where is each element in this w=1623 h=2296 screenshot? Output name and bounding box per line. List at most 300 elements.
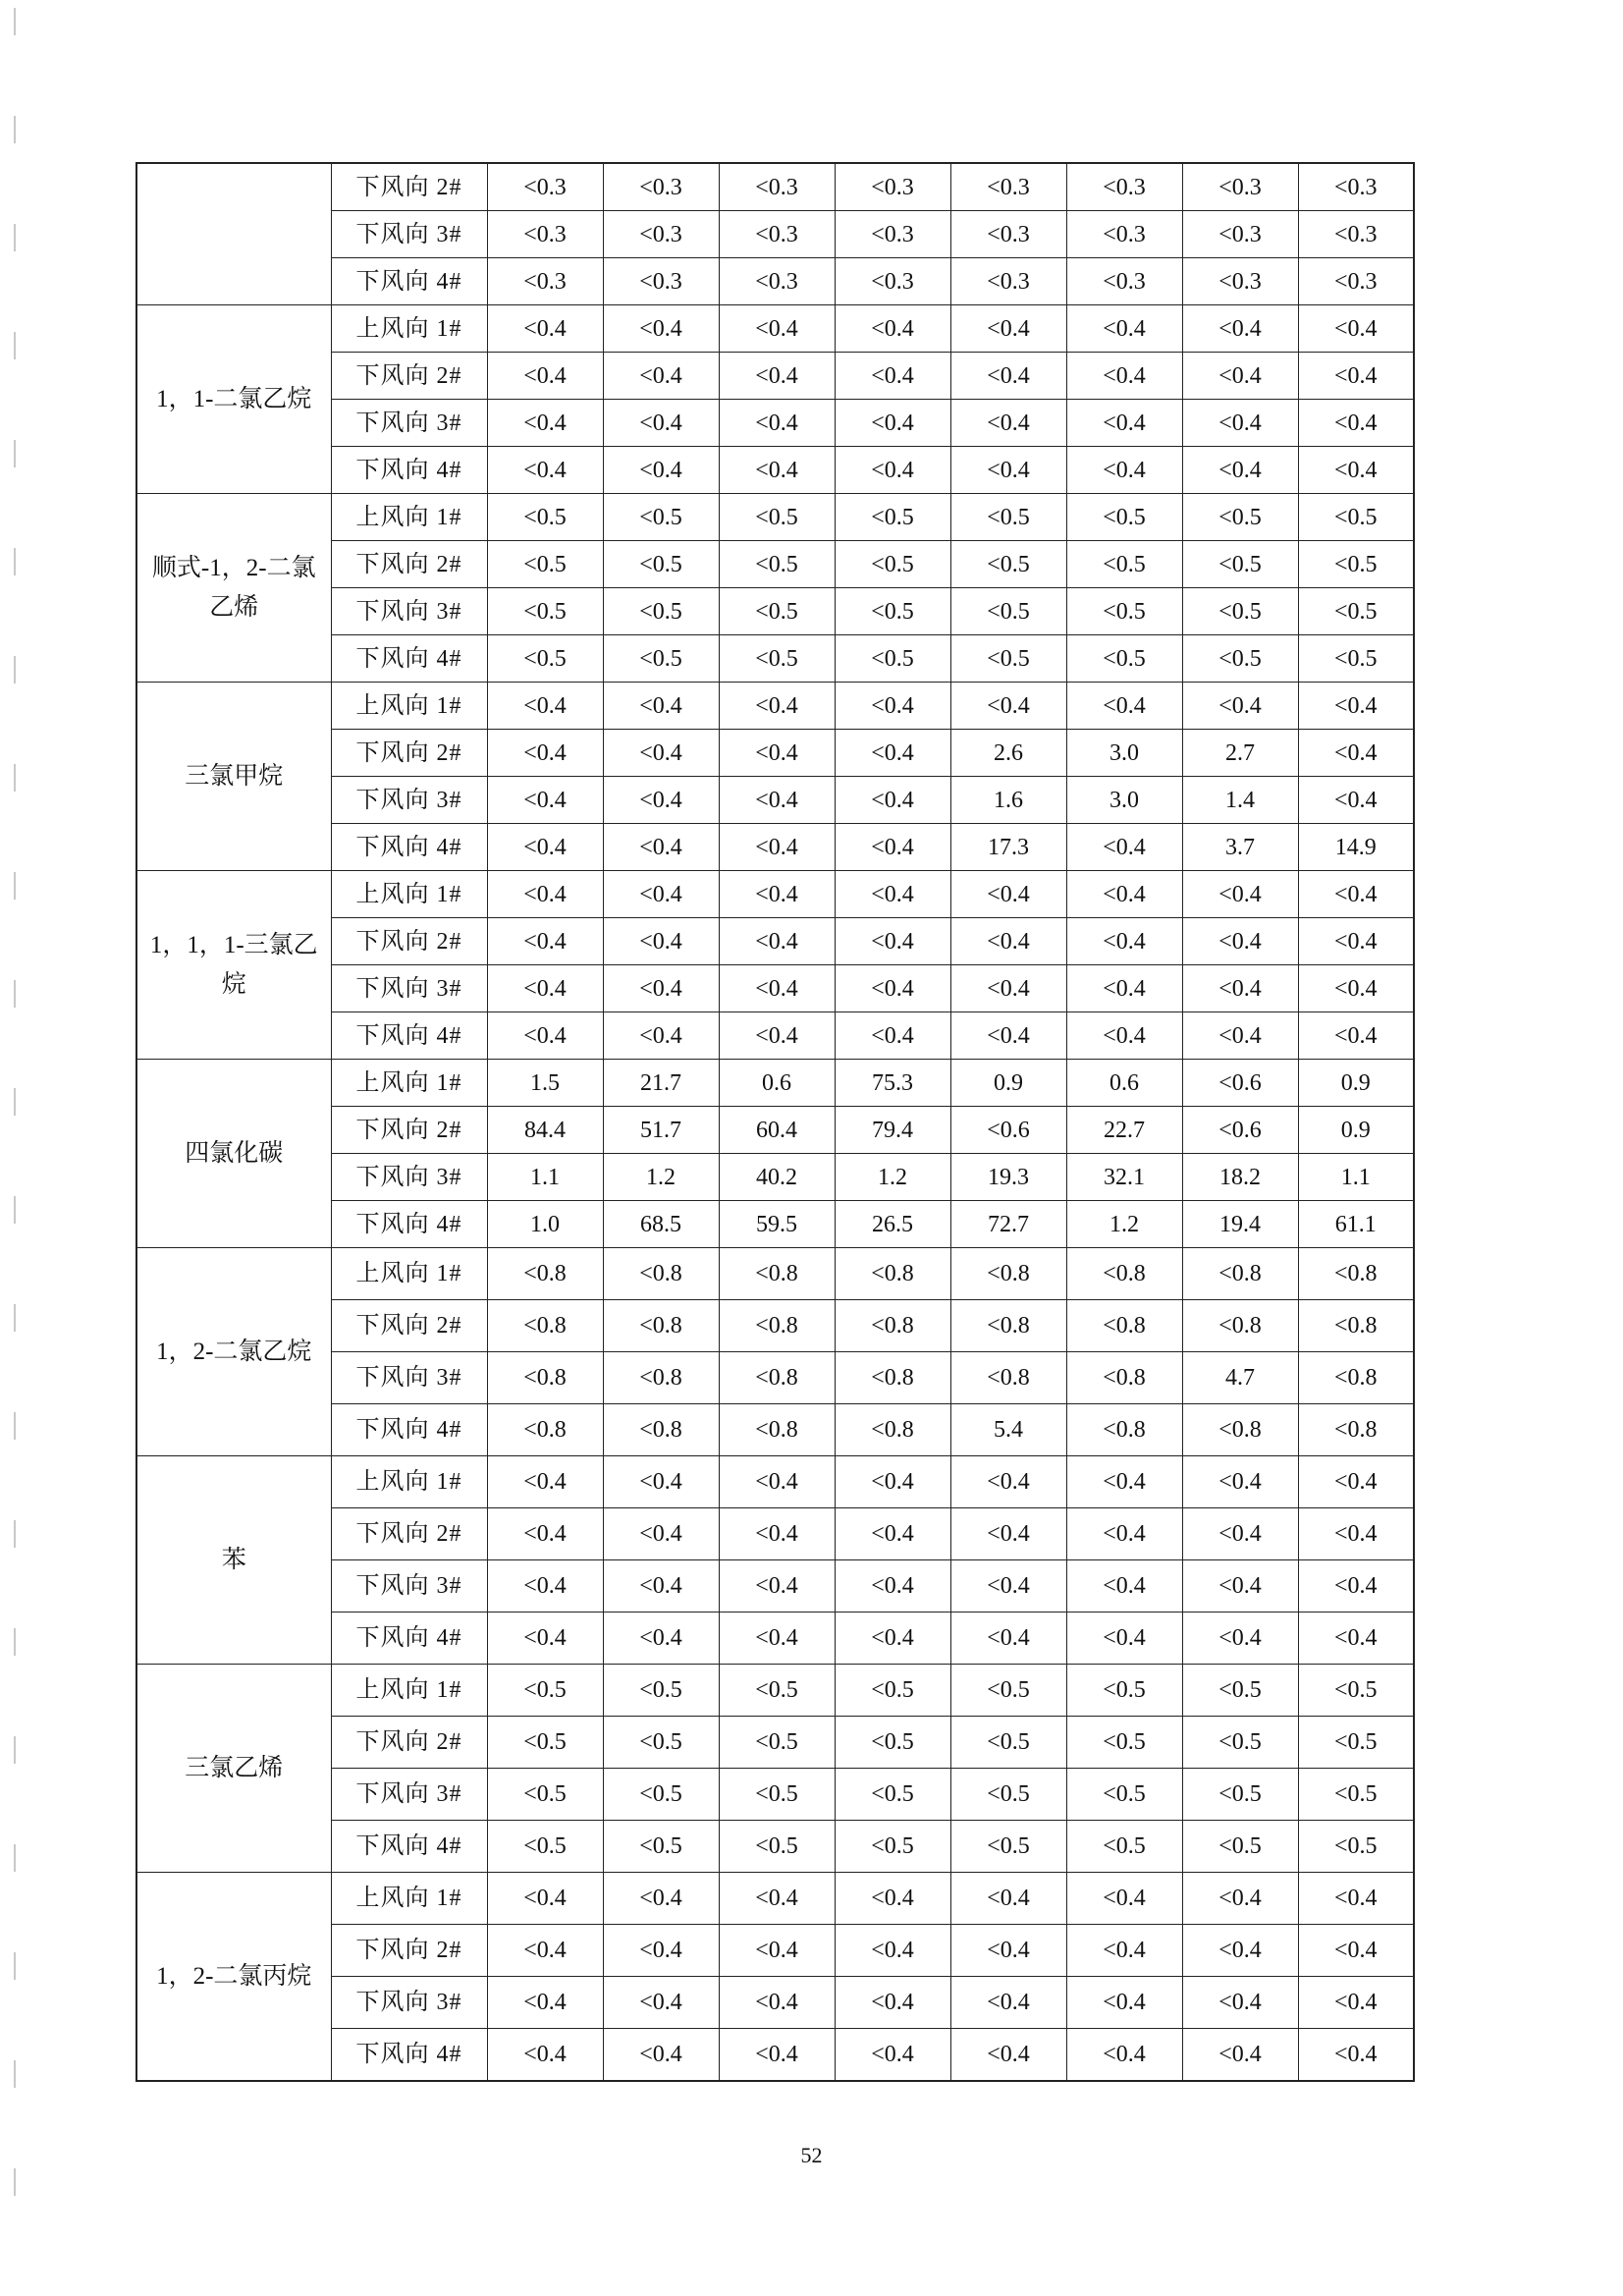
- value-cell: 3.7: [1182, 824, 1298, 871]
- value-cell: <0.5: [1298, 494, 1414, 541]
- value-cell: <0.4: [719, 1012, 835, 1060]
- value-cell: <0.5: [603, 494, 719, 541]
- value-cell: 17.3: [950, 824, 1066, 871]
- value-cell: <0.3: [1298, 163, 1414, 211]
- value-cell: 0.9: [950, 1060, 1066, 1107]
- scan-margin-mark: [14, 2168, 16, 2196]
- value-cell: <0.5: [1298, 588, 1414, 635]
- value-cell: <0.3: [835, 211, 950, 258]
- table-row: [136, 1873, 1414, 1925]
- value-cell: <0.4: [1298, 1613, 1414, 1665]
- sampling-point-cell: 下风向 4#: [331, 635, 487, 683]
- value-cell: <0.4: [487, 447, 603, 494]
- scan-margin-mark: [14, 1628, 16, 1656]
- value-cell: <0.4: [1066, 1012, 1182, 1060]
- value-cell: <0.8: [1298, 1404, 1414, 1456]
- value-cell: <0.4: [1066, 918, 1182, 965]
- value-cell: <0.5: [1066, 635, 1182, 683]
- value-cell: <0.5: [1182, 1769, 1298, 1821]
- compound-name-cell: 苯: [136, 1456, 331, 1665]
- value-cell: <0.3: [1298, 258, 1414, 305]
- value-cell: <0.4: [950, 1560, 1066, 1613]
- value-cell: <0.8: [719, 1248, 835, 1300]
- value-cell: <0.4: [603, 824, 719, 871]
- value-cell: <0.3: [487, 258, 603, 305]
- value-cell: <0.4: [1298, 918, 1414, 965]
- value-cell: <0.5: [1182, 541, 1298, 588]
- scan-margin-mark: [14, 1520, 16, 1548]
- monitoring-results-table-wrapper: [135, 162, 1415, 2082]
- value-cell: <0.5: [1182, 1665, 1298, 1717]
- compound-name-cell: 四氯化碳: [136, 1060, 331, 1248]
- value-cell: <0.5: [719, 635, 835, 683]
- value-cell: <0.5: [603, 1769, 719, 1821]
- value-cell: <0.4: [1066, 447, 1182, 494]
- value-cell: 1.1: [1298, 1154, 1414, 1201]
- value-cell: <0.4: [835, 871, 950, 918]
- scan-margin-mark: [14, 1736, 16, 1764]
- sampling-point-cell: 上风向 1#: [331, 494, 487, 541]
- value-cell: <0.5: [719, 1665, 835, 1717]
- value-cell: <0.4: [1182, 871, 1298, 918]
- value-cell: 40.2: [719, 1154, 835, 1201]
- value-cell: <0.4: [950, 2029, 1066, 2082]
- value-cell: <0.8: [719, 1404, 835, 1456]
- value-cell: <0.4: [487, 777, 603, 824]
- scan-margin-mark: [14, 980, 16, 1008]
- value-cell: 72.7: [950, 1201, 1066, 1248]
- sampling-point-cell: 下风向 4#: [331, 1404, 487, 1456]
- value-cell: <0.3: [603, 258, 719, 305]
- value-cell: 0.9: [1298, 1060, 1414, 1107]
- value-cell: <0.4: [1182, 1925, 1298, 1977]
- value-cell: <0.4: [835, 730, 950, 777]
- value-cell: <0.4: [1066, 1977, 1182, 2029]
- value-cell: <0.8: [487, 1248, 603, 1300]
- value-cell: <0.8: [603, 1248, 719, 1300]
- value-cell: <0.4: [487, 400, 603, 447]
- compound-name-cell: 1，1，1-三氯乙烷: [136, 871, 331, 1060]
- value-cell: <0.5: [1298, 635, 1414, 683]
- value-cell: <0.4: [835, 965, 950, 1012]
- value-cell: <0.8: [487, 1300, 603, 1352]
- value-cell: <0.4: [1066, 1508, 1182, 1560]
- scan-margin-mark: [14, 1952, 16, 1980]
- value-cell: <0.4: [487, 918, 603, 965]
- value-cell: <0.5: [950, 1717, 1066, 1769]
- value-cell: <0.4: [1298, 1012, 1414, 1060]
- value-cell: <0.8: [835, 1404, 950, 1456]
- value-cell: <0.8: [719, 1300, 835, 1352]
- scan-margin-mark: [14, 116, 16, 143]
- value-cell: <0.6: [950, 1107, 1066, 1154]
- value-cell: <0.5: [487, 494, 603, 541]
- value-cell: <0.3: [950, 258, 1066, 305]
- value-cell: <0.8: [835, 1248, 950, 1300]
- value-cell: <0.8: [950, 1352, 1066, 1404]
- value-cell: <0.4: [719, 1925, 835, 1977]
- compound-name-cell: 1，2-二氯丙烷: [136, 1873, 331, 2082]
- value-cell: <0.4: [835, 1977, 950, 2029]
- value-cell: <0.4: [1182, 1560, 1298, 1613]
- sampling-point-cell: 上风向 1#: [331, 1248, 487, 1300]
- value-cell: <0.5: [1298, 1769, 1414, 1821]
- value-cell: <0.5: [835, 541, 950, 588]
- value-cell: 3.0: [1066, 730, 1182, 777]
- sampling-point-cell: 下风向 3#: [331, 211, 487, 258]
- sampling-point-cell: 下风向 3#: [331, 965, 487, 1012]
- value-cell: <0.4: [487, 965, 603, 1012]
- value-cell: <0.3: [603, 163, 719, 211]
- value-cell: <0.4: [835, 353, 950, 400]
- value-cell: <0.4: [1066, 965, 1182, 1012]
- value-cell: <0.5: [950, 635, 1066, 683]
- value-cell: <0.4: [603, 447, 719, 494]
- sampling-point-cell: 下风向 2#: [331, 163, 487, 211]
- value-cell: <0.5: [835, 1717, 950, 1769]
- compound-name-cell: 1，2-二氯乙烷: [136, 1248, 331, 1456]
- value-cell: <0.5: [1066, 588, 1182, 635]
- value-cell: <0.4: [1298, 1873, 1414, 1925]
- value-cell: <0.4: [1182, 965, 1298, 1012]
- value-cell: <0.4: [719, 447, 835, 494]
- table-row: [136, 305, 1414, 353]
- value-cell: <0.4: [1182, 918, 1298, 965]
- value-cell: <0.3: [1066, 163, 1182, 211]
- value-cell: <0.3: [950, 163, 1066, 211]
- sampling-point-cell: 下风向 4#: [331, 1201, 487, 1248]
- value-cell: <0.4: [1298, 683, 1414, 730]
- value-cell: <0.4: [1066, 353, 1182, 400]
- value-cell: <0.3: [835, 163, 950, 211]
- value-cell: <0.4: [1182, 683, 1298, 730]
- value-cell: <0.5: [603, 1717, 719, 1769]
- value-cell: <0.4: [603, 871, 719, 918]
- value-cell: <0.4: [603, 353, 719, 400]
- value-cell: <0.4: [1298, 305, 1414, 353]
- value-cell: 1.2: [1066, 1201, 1182, 1248]
- scan-margin-mark: [14, 1412, 16, 1440]
- value-cell: 32.1: [1066, 1154, 1182, 1201]
- value-cell: 79.4: [835, 1107, 950, 1154]
- value-cell: <0.4: [835, 305, 950, 353]
- value-cell: <0.3: [835, 258, 950, 305]
- sampling-point-cell: 下风向 4#: [331, 824, 487, 871]
- value-cell: <0.8: [1066, 1404, 1182, 1456]
- value-cell: 1.2: [603, 1154, 719, 1201]
- value-cell: <0.4: [603, 400, 719, 447]
- value-cell: <0.5: [835, 588, 950, 635]
- value-cell: <0.8: [1182, 1248, 1298, 1300]
- value-cell: <0.4: [1298, 965, 1414, 1012]
- value-cell: <0.5: [835, 1769, 950, 1821]
- sampling-point-cell: 下风向 2#: [331, 353, 487, 400]
- value-cell: <0.4: [1298, 1456, 1414, 1508]
- scan-margin-mark: [14, 8, 16, 35]
- scan-margin-mark: [14, 1196, 16, 1224]
- value-cell: <0.5: [603, 588, 719, 635]
- value-cell: <0.4: [719, 1508, 835, 1560]
- value-cell: <0.4: [487, 1613, 603, 1665]
- value-cell: <0.8: [1182, 1404, 1298, 1456]
- sampling-point-cell: 下风向 3#: [331, 1560, 487, 1613]
- sampling-point-cell: 下风向 2#: [331, 730, 487, 777]
- value-cell: <0.4: [1182, 2029, 1298, 2082]
- table-row: [136, 1665, 1414, 1717]
- scan-margin-mark: [14, 2060, 16, 2088]
- value-cell: <0.5: [719, 494, 835, 541]
- value-cell: <0.4: [1182, 400, 1298, 447]
- value-cell: <0.8: [1298, 1300, 1414, 1352]
- value-cell: <0.4: [719, 1873, 835, 1925]
- value-cell: <0.4: [487, 824, 603, 871]
- value-cell: <0.3: [719, 163, 835, 211]
- sampling-point-cell: 下风向 3#: [331, 1352, 487, 1404]
- value-cell: <0.4: [719, 1613, 835, 1665]
- value-cell: <0.4: [950, 447, 1066, 494]
- value-cell: <0.5: [603, 541, 719, 588]
- value-cell: <0.4: [719, 683, 835, 730]
- sampling-point-cell: 上风向 1#: [331, 1456, 487, 1508]
- sampling-point-cell: 下风向 2#: [331, 1717, 487, 1769]
- value-cell: <0.4: [603, 1925, 719, 1977]
- value-cell: 1.6: [950, 777, 1066, 824]
- value-cell: <0.4: [835, 1925, 950, 1977]
- sampling-point-cell: 下风向 4#: [331, 2029, 487, 2082]
- value-cell: <0.5: [1066, 1821, 1182, 1873]
- value-cell: <0.5: [1182, 1821, 1298, 1873]
- value-cell: <0.4: [1066, 824, 1182, 871]
- value-cell: <0.4: [1298, 447, 1414, 494]
- value-cell: <0.8: [603, 1352, 719, 1404]
- value-cell: <0.8: [1182, 1300, 1298, 1352]
- value-cell: <0.4: [1066, 1925, 1182, 1977]
- sampling-point-cell: 下风向 2#: [331, 1508, 487, 1560]
- value-cell: 14.9: [1298, 824, 1414, 871]
- value-cell: <0.4: [487, 1508, 603, 1560]
- value-cell: <0.4: [1066, 1613, 1182, 1665]
- value-cell: <0.8: [603, 1404, 719, 1456]
- value-cell: 4.7: [1182, 1352, 1298, 1404]
- scan-margin-mark: [14, 656, 16, 683]
- value-cell: <0.4: [1298, 871, 1414, 918]
- value-cell: <0.5: [1298, 541, 1414, 588]
- value-cell: <0.5: [835, 1821, 950, 1873]
- value-cell: <0.3: [1182, 163, 1298, 211]
- value-cell: 2.6: [950, 730, 1066, 777]
- sampling-point-cell: 上风向 1#: [331, 683, 487, 730]
- value-cell: 60.4: [719, 1107, 835, 1154]
- value-cell: <0.4: [835, 918, 950, 965]
- value-cell: <0.5: [1298, 1821, 1414, 1873]
- value-cell: <0.4: [487, 1456, 603, 1508]
- value-cell: <0.4: [950, 1613, 1066, 1665]
- value-cell: <0.5: [1066, 1769, 1182, 1821]
- sampling-point-cell: 下风向 3#: [331, 777, 487, 824]
- value-cell: <0.4: [950, 1456, 1066, 1508]
- value-cell: <0.4: [950, 400, 1066, 447]
- value-cell: <0.4: [950, 683, 1066, 730]
- table-body: [136, 163, 1414, 2081]
- value-cell: <0.4: [835, 1873, 950, 1925]
- value-cell: <0.3: [950, 211, 1066, 258]
- compound-name-cell: 三氯乙烯: [136, 1665, 331, 1873]
- value-cell: <0.4: [950, 1925, 1066, 1977]
- value-cell: <0.4: [950, 1873, 1066, 1925]
- value-cell: <0.4: [719, 730, 835, 777]
- value-cell: <0.3: [1066, 258, 1182, 305]
- sampling-point-cell: 下风向 2#: [331, 1925, 487, 1977]
- value-cell: <0.4: [719, 2029, 835, 2082]
- value-cell: <0.4: [1298, 730, 1414, 777]
- value-cell: <0.4: [1298, 777, 1414, 824]
- value-cell: <0.8: [487, 1404, 603, 1456]
- value-cell: <0.4: [603, 1977, 719, 2029]
- value-cell: <0.5: [835, 494, 950, 541]
- value-cell: <0.4: [835, 1508, 950, 1560]
- value-cell: <0.4: [1182, 353, 1298, 400]
- value-cell: <0.4: [950, 353, 1066, 400]
- value-cell: <0.4: [950, 965, 1066, 1012]
- value-cell: <0.4: [1182, 1873, 1298, 1925]
- value-cell: <0.8: [835, 1352, 950, 1404]
- value-cell: <0.5: [1066, 541, 1182, 588]
- value-cell: <0.4: [1066, 2029, 1182, 2082]
- value-cell: <0.4: [950, 871, 1066, 918]
- sampling-point-cell: 上风向 1#: [331, 871, 487, 918]
- value-cell: <0.4: [950, 1012, 1066, 1060]
- value-cell: <0.5: [603, 1665, 719, 1717]
- value-cell: <0.6: [1182, 1107, 1298, 1154]
- value-cell: <0.4: [835, 1560, 950, 1613]
- value-cell: <0.8: [1066, 1352, 1182, 1404]
- scan-margin-mark: [14, 440, 16, 467]
- value-cell: <0.5: [719, 1821, 835, 1873]
- value-cell: <0.5: [1066, 1665, 1182, 1717]
- value-cell: <0.4: [603, 1456, 719, 1508]
- value-cell: 2.7: [1182, 730, 1298, 777]
- scan-margin-mark: [14, 764, 16, 792]
- value-cell: <0.5: [835, 1665, 950, 1717]
- value-cell: <0.4: [950, 305, 1066, 353]
- sampling-point-cell: 下风向 4#: [331, 1821, 487, 1873]
- value-cell: <0.4: [719, 824, 835, 871]
- sampling-point-cell: 下风向 4#: [331, 1012, 487, 1060]
- value-cell: <0.4: [487, 730, 603, 777]
- value-cell: 59.5: [719, 1201, 835, 1248]
- value-cell: 84.4: [487, 1107, 603, 1154]
- sampling-point-cell: 下风向 4#: [331, 447, 487, 494]
- value-cell: <0.5: [1298, 1665, 1414, 1717]
- value-cell: <0.4: [1298, 400, 1414, 447]
- value-cell: <0.5: [950, 1821, 1066, 1873]
- value-cell: 0.6: [719, 1060, 835, 1107]
- value-cell: <0.5: [487, 588, 603, 635]
- value-cell: <0.4: [1182, 1977, 1298, 2029]
- value-cell: 1.1: [487, 1154, 603, 1201]
- value-cell: <0.4: [603, 305, 719, 353]
- value-cell: <0.5: [950, 588, 1066, 635]
- value-cell: <0.4: [1066, 1456, 1182, 1508]
- value-cell: <0.5: [950, 1769, 1066, 1821]
- sampling-point-cell: 下风向 3#: [331, 1977, 487, 2029]
- value-cell: <0.8: [1298, 1352, 1414, 1404]
- value-cell: 1.4: [1182, 777, 1298, 824]
- value-cell: <0.3: [1298, 211, 1414, 258]
- value-cell: <0.5: [1182, 1717, 1298, 1769]
- value-cell: <0.8: [487, 1352, 603, 1404]
- table-row: [136, 683, 1414, 730]
- value-cell: <0.8: [835, 1300, 950, 1352]
- value-cell: <0.4: [719, 871, 835, 918]
- value-cell: <0.4: [487, 1012, 603, 1060]
- value-cell: <0.4: [719, 777, 835, 824]
- value-cell: <0.4: [1298, 2029, 1414, 2082]
- value-cell: <0.4: [950, 1977, 1066, 2029]
- sampling-point-cell: 下风向 3#: [331, 588, 487, 635]
- scan-margin-mark: [14, 872, 16, 900]
- value-cell: <0.5: [487, 541, 603, 588]
- value-cell: <0.4: [1182, 1508, 1298, 1560]
- value-cell: <0.4: [1298, 1925, 1414, 1977]
- value-cell: 26.5: [835, 1201, 950, 1248]
- value-cell: <0.4: [1066, 871, 1182, 918]
- value-cell: <0.5: [487, 635, 603, 683]
- value-cell: <0.5: [719, 588, 835, 635]
- value-cell: <0.4: [835, 824, 950, 871]
- value-cell: <0.5: [835, 635, 950, 683]
- value-cell: 0.9: [1298, 1107, 1414, 1154]
- value-cell: <0.4: [1182, 447, 1298, 494]
- sampling-point-cell: 上风向 1#: [331, 1873, 487, 1925]
- monitoring-results-table: [135, 162, 1415, 2082]
- value-cell: 18.2: [1182, 1154, 1298, 1201]
- value-cell: <0.4: [487, 1873, 603, 1925]
- value-cell: <0.4: [1182, 305, 1298, 353]
- value-cell: <0.5: [719, 1717, 835, 1769]
- value-cell: <0.4: [719, 918, 835, 965]
- value-cell: 3.0: [1066, 777, 1182, 824]
- value-cell: <0.5: [487, 1717, 603, 1769]
- sampling-point-cell: 下风向 2#: [331, 541, 487, 588]
- value-cell: <0.4: [603, 1560, 719, 1613]
- sampling-point-cell: 下风向 3#: [331, 1154, 487, 1201]
- value-cell: <0.4: [835, 683, 950, 730]
- value-cell: <0.8: [1298, 1248, 1414, 1300]
- value-cell: <0.4: [1182, 1012, 1298, 1060]
- page-number: 52: [800, 2143, 823, 2167]
- value-cell: <0.3: [719, 258, 835, 305]
- value-cell: 61.1: [1298, 1201, 1414, 1248]
- table-row: [136, 163, 1414, 211]
- value-cell: <0.4: [603, 1873, 719, 1925]
- value-cell: <0.4: [1182, 1613, 1298, 1665]
- value-cell: 22.7: [1066, 1107, 1182, 1154]
- value-cell: <0.4: [719, 353, 835, 400]
- value-cell: 19.3: [950, 1154, 1066, 1201]
- value-cell: <0.4: [487, 1977, 603, 2029]
- value-cell: <0.4: [719, 305, 835, 353]
- value-cell: <0.4: [1066, 1873, 1182, 1925]
- value-cell: <0.3: [487, 211, 603, 258]
- table-row: [136, 871, 1414, 918]
- value-cell: <0.3: [1182, 258, 1298, 305]
- value-cell: <0.5: [1066, 1717, 1182, 1769]
- value-cell: <0.4: [487, 683, 603, 730]
- value-cell: <0.8: [1066, 1300, 1182, 1352]
- value-cell: <0.3: [487, 163, 603, 211]
- value-cell: <0.4: [603, 683, 719, 730]
